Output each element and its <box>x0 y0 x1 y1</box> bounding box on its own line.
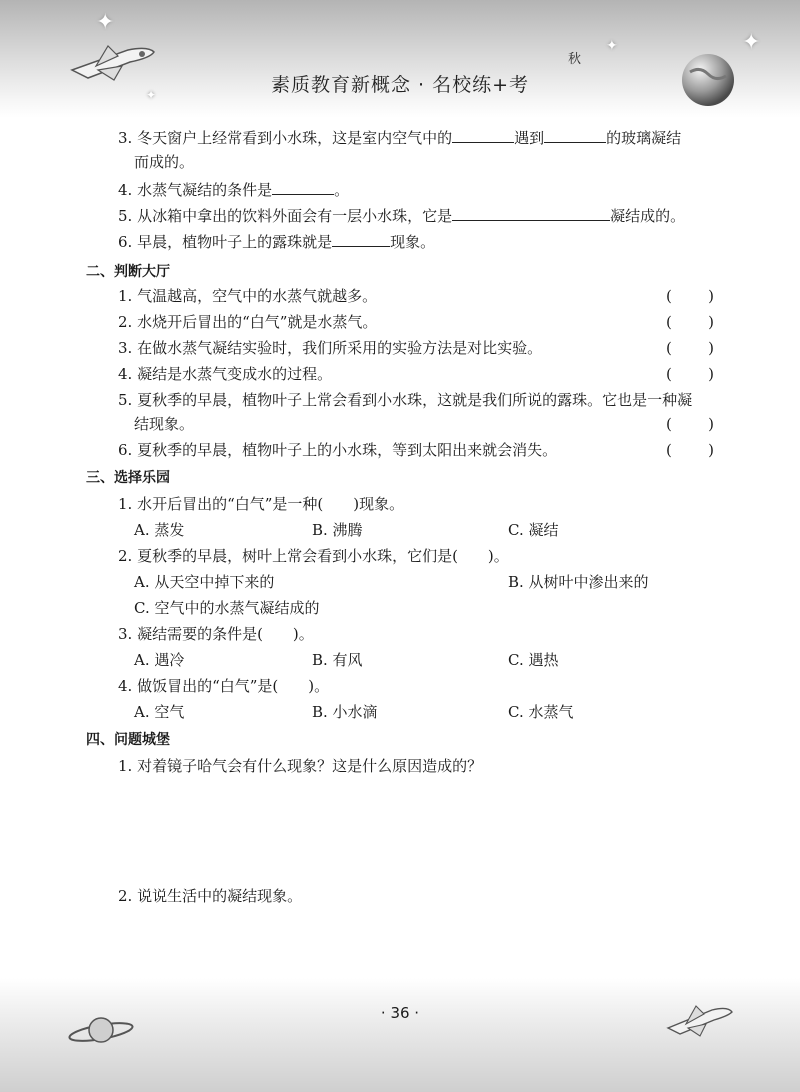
judge-item-cont: 结现象。 <box>134 415 195 433</box>
section-title: 三、选择乐园 <box>86 470 170 486</box>
choice-option[interactable]: B. 有风 <box>312 651 363 669</box>
judge-item: 1. 气温越高，空气中的水蒸气就越多。 <box>118 287 378 305</box>
choice-stem: 4. 做饭冒出的“白气”是( )。 <box>118 677 330 695</box>
season-label: 秋 <box>568 52 582 67</box>
choice-option[interactable]: A. 蒸发 <box>134 521 185 539</box>
choice-option[interactable]: B. 沸腾 <box>312 521 363 539</box>
answer-blank[interactable] <box>452 206 610 221</box>
choice-stem: 3. 凝结需要的条件是( )。 <box>118 625 314 643</box>
fill-item: 3. 冬天窗户上经常看到小水珠，这是室内空气中的 遇到 的玻璃凝结 <box>118 129 682 147</box>
fill-item: 4. 水蒸气凝结的条件是 。 <box>118 181 350 199</box>
open-question: 2. 说说生活中的凝结现象。 <box>118 887 303 905</box>
star-icon: ✦ <box>96 10 115 35</box>
choice-option[interactable]: C. 凝结 <box>508 521 559 539</box>
answer-blank[interactable] <box>544 128 606 143</box>
answer-blank[interactable] <box>272 180 334 195</box>
choice-stem: 1. 水开后冒出的“白气”是一种( )现象。 <box>118 495 405 513</box>
page-number: · 36 · <box>380 1004 420 1022</box>
choice-option[interactable]: A. 遇冷 <box>134 651 185 669</box>
section-title: 四、问题城堡 <box>86 732 170 748</box>
choice-option[interactable]: A. 从天空中掉下来的 <box>134 573 275 591</box>
choice-option[interactable]: C. 空气中的水蒸气凝结成的 <box>134 599 320 617</box>
fill-item: 5. 从冰箱中拿出的饮料外面会有一层小水珠，它是 凝结成的。 <box>118 207 686 225</box>
choice-option[interactable]: B. 小水滴 <box>312 703 378 721</box>
fill-item-cont: 而成的。 <box>134 153 195 171</box>
answer-blank[interactable] <box>452 128 514 143</box>
star-icon: ✦ <box>742 30 761 55</box>
star-icon: ✦ <box>146 88 157 102</box>
judge-item: 4. 凝结是水蒸气变成水的过程。 <box>118 365 333 383</box>
judge-item: 3. 在做水蒸气凝结实验时，我们所采用的实验方法是对比实验。 <box>118 339 543 357</box>
star-icon: ✦ <box>606 38 618 54</box>
judge-item: 5. 夏秋季的早晨，植物叶子上常会看到小水珠，这就是我们所说的露珠。它也是一种凝 <box>118 391 693 409</box>
choice-option[interactable]: C. 水蒸气 <box>508 703 574 721</box>
answer-blank[interactable] <box>332 232 390 247</box>
judge-item: 2. 水烧开后冒出的“白气”就是水蒸气。 <box>118 313 378 331</box>
open-question: 1. 对着镜子哈气会有什么现象？这是什么原因造成的？ <box>118 757 483 775</box>
choice-option[interactable]: C. 遇热 <box>508 651 559 669</box>
fill-item: 6. 早晨，植物叶子上的露珠就是 现象。 <box>118 233 436 251</box>
header-title: 素质教育新概念 · 名校练+考 <box>270 74 530 96</box>
choice-option[interactable]: B. 从树叶中渗出来的 <box>508 573 649 591</box>
section-title: 二、判断大厅 <box>86 264 170 280</box>
judge-item: 6. 夏秋季的早晨，植物叶子上的小水珠，等到太阳出来就会消失。 <box>118 441 558 459</box>
choice-stem: 2. 夏秋季的早晨，树叶上常会看到小水珠，它们是( )。 <box>118 547 509 565</box>
choice-option[interactable]: A. 空气 <box>134 703 185 721</box>
